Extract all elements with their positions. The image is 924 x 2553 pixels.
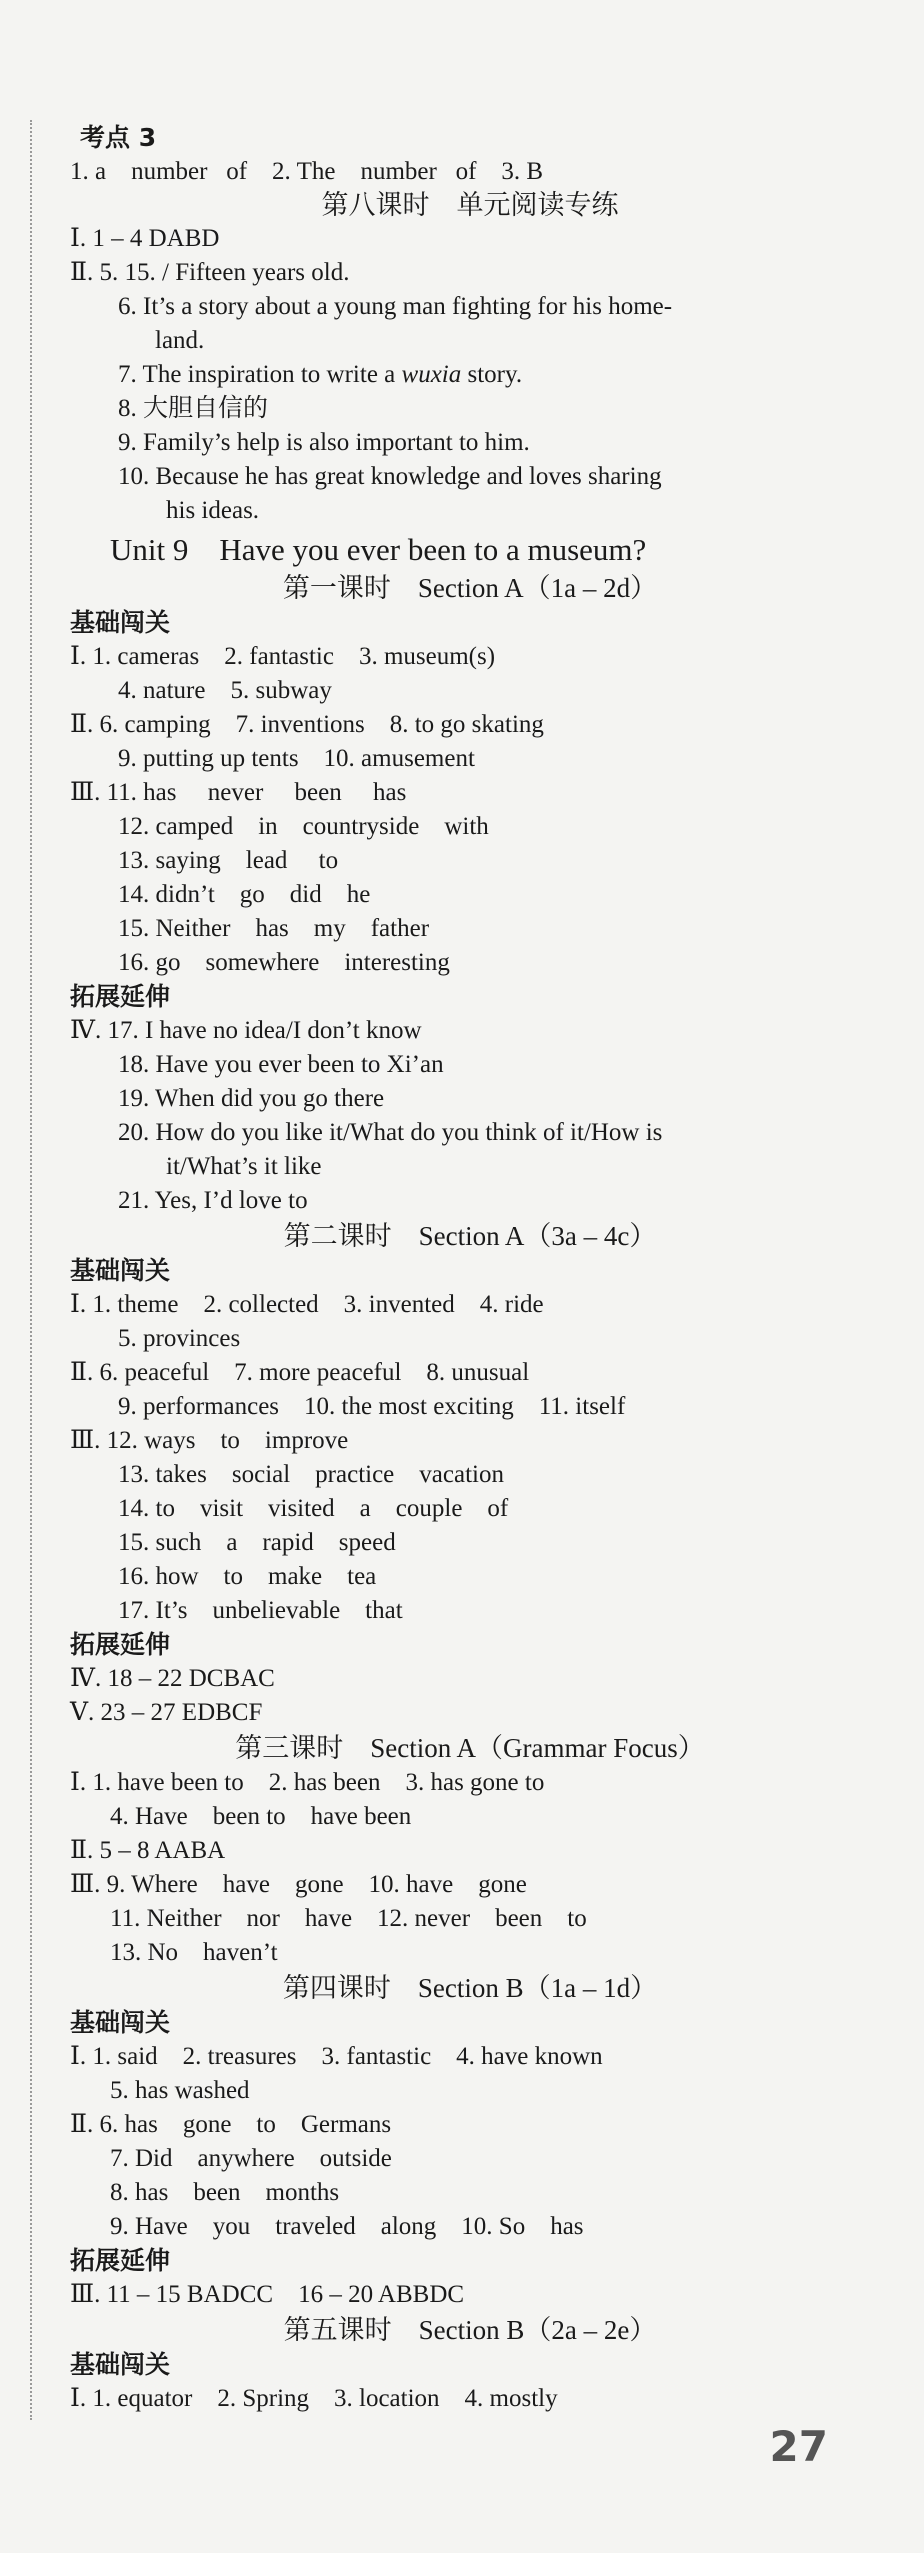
line-text: 4. Have been to have been [110,1803,412,1830]
line-text: 基础闯关 [70,2008,171,2037]
line-text: 7. Did anywhere outside [110,2145,392,2172]
line-text: 10. Because he has great knowledge and loves sharing [118,463,662,490]
line-text: 9. Have you traveled along 10. So has [110,2213,584,2240]
line-text: 第八课时 单元阅读专练 [321,190,619,220]
answer-line [70,224,219,254]
answer-line [70,1358,529,1388]
line-text: Ⅰ. 1. equator 2. Spring 3. location 4. mostly [70,2385,558,2412]
answer-line [118,1050,444,1080]
answer-line [118,428,530,458]
lesson-title [70,1221,870,1251]
answer-line [118,846,338,876]
answer-line [70,157,543,187]
answer-line [118,744,475,774]
section-heading [70,1630,170,1660]
line-text: 9. performances 10. the most exciting 11. itself [118,1393,626,1420]
answer-line [110,2178,339,2208]
lesson-title [70,190,870,220]
answer-line [118,462,662,492]
line-text: Ⅲ. 12. ways to improve [70,1427,349,1454]
unit-title [110,532,646,568]
line-text: Ⅲ. 9. Where have gone 10. have gone [70,1871,527,1898]
line-text: 9. putting up tents 10. amusement [118,745,475,772]
line-text: 5. has washed [110,2077,250,2104]
answer-line [118,1118,662,1148]
line-text: Unit 9 Have you ever been to a museum? [110,532,647,567]
answer-line [110,2212,584,2242]
lesson-title [70,1973,870,2003]
answer-line [118,1494,508,1524]
dotted-margin-rule [30,120,32,2420]
line-text: 20. How do you like it/What do you think of it/How is [118,1119,663,1146]
line-text: land. [155,327,205,354]
line-text: Ⅱ. 5. 15. / Fifteen years old. [70,259,350,286]
answer-line [70,1664,275,1694]
line-text: 16. go somewhere interesting [118,949,450,976]
answer-line [70,1836,225,1866]
line-text: 第五课时 Section B（2a – 2e） [283,2315,657,2345]
answer-line [118,1596,403,1626]
lesson-title [70,2315,870,2345]
line-text: Ⅱ. 6. camping 7. inventions 8. to go skating [70,711,544,738]
lesson-title [70,573,870,603]
line-text: 21. Yes, I’d love to [118,1187,308,1214]
line-text: 基础闯关 [70,2350,171,2379]
line-text: 15. such a rapid speed [118,1529,396,1556]
line-text-after: story. [461,361,523,388]
line-text: Ⅱ. 5 – 8 AABA [70,1837,226,1864]
answer-line [118,1562,376,1592]
answer-line [166,496,259,526]
section-heading [70,2350,170,2380]
line-text: Ⅰ. 1. theme 2. collected 3. invented 4. ride [70,1291,544,1318]
line-text: 12. camped in countryside with [118,813,489,840]
line-text: it/What’s it like [166,1153,322,1180]
line-text: 拓展延伸 [70,982,171,1011]
line-text: Ⅲ. 11 – 15 BADCC 16 – 20 ABBDC [70,2281,465,2308]
line-text: Ⅰ. 1. have been to 2. has been 3. has gone to [70,1769,545,1796]
line-text: 基础闯关 [70,608,171,637]
answer-line [70,642,495,672]
line-text: 1. a number of 2. The number of 3. B [70,158,544,185]
answer-line [118,1392,625,1422]
answer-line [110,1904,587,1934]
answer-line [70,258,349,288]
answer-line [70,1768,544,1798]
line-text: 13. No haven’t [110,1939,278,1966]
line-text: Ⅴ. 23 – 27 EDBCF [70,1699,263,1726]
section-heading [70,608,170,638]
lesson-title [70,1733,870,1763]
line-text: 11. Neither nor have 12. never been to [110,1905,587,1932]
line-text: Ⅱ. 6. peaceful 7. more peaceful 8. unusual [70,1359,530,1386]
italic-term: wuxia [401,361,462,388]
line-text: 19. When did you go there [118,1085,385,1112]
line-text: Ⅳ. 18 – 22 DCBAC [70,1665,275,1692]
line-text: Ⅱ. 6. has gone to Germans [70,2111,392,2138]
line-text: Ⅳ. 17. I have no idea/I don’t know [70,1017,422,1044]
answer-line [118,1528,396,1558]
answer-line [118,1084,384,1114]
answer-line [118,1324,240,1354]
answer-line [70,1698,262,1728]
page-number: 27 [769,2422,828,2471]
line-text: 13. takes social practice vacation [118,1461,504,1488]
line-text: 第四课时 Section B（1a – 1d） [282,1973,658,2003]
line-text: 第三课时 Section A（Grammar Focus） [235,1733,705,1763]
answer-line [70,1016,422,1046]
section-heading [70,2246,170,2276]
line-text: Ⅲ. 11. has never been has [70,779,407,806]
answer-line [70,2280,464,2310]
answer-line [70,1870,527,1900]
line-text: 16. how to make tea [118,1563,377,1590]
answer-line [110,2076,250,2106]
answer-line [155,326,204,356]
line-text: 14. to visit visited a couple of [118,1495,509,1522]
line-text: 8. 大胆自信的 [118,395,269,422]
answer-line [110,1938,278,1968]
line-text: 17. It’s unbelievable that [118,1597,403,1624]
section-heading [70,982,170,1012]
line-text: 拓展延伸 [70,2246,171,2275]
answer-line [118,1460,504,1490]
line-text: 14. didn’t go did he [118,881,371,908]
answer-line [70,2110,391,2140]
answer-line [118,948,450,978]
answer-line [118,292,672,322]
line-text: 13. saying lead to [118,847,339,874]
line-text: Ⅰ. 1. cameras 2. fantastic 3. museum(s) [70,643,496,670]
line-text: Ⅰ. 1 – 4 DABD [70,225,220,252]
line-text: 8. has been months [110,2179,340,2206]
line-text: 第二课时 Section A（3a – 4c） [283,1221,657,1251]
answer-line [70,778,406,808]
answer-line [118,1186,308,1216]
line-text: 基础闯关 [70,1256,171,1285]
answer-line [70,710,544,740]
line-text: his ideas. [166,497,260,524]
answer-line [118,880,370,910]
answer-line [70,2042,603,2072]
line-text: 第一课时 Section A（1a – 2d） [282,573,658,603]
line-text: 6. It’s a story about a young man fighting for his home- [118,293,673,320]
line-text: 考点 3 [80,123,157,152]
answer-line [110,2144,392,2174]
answer-line [118,394,268,424]
section-heading [80,123,156,153]
section-heading [70,2008,170,2038]
line-text: 7. The inspiration to write a [118,361,402,388]
answer-line [70,1290,544,1320]
line-text: Ⅰ. 1. said 2. treasures 3. fantastic 4. have known [70,2043,603,2070]
line-text: 拓展延伸 [70,1630,171,1659]
line-text: 4. nature 5. subway [118,677,332,704]
line-text: 15. Neither has my father [118,915,430,942]
answer-line [118,676,332,706]
answer-line [118,360,522,390]
answer-line [70,2384,558,2414]
answer-line [118,812,489,842]
answer-line [110,1802,411,1832]
answer-line [118,914,429,944]
answer-line [166,1152,322,1182]
answer-line [70,1426,348,1456]
section-heading [70,1256,170,1286]
line-text: 5. provinces [118,1325,241,1352]
line-text: 18. Have you ever been to Xi’an [118,1051,444,1078]
line-text: 9. Family’s help is also important to him. [118,429,530,456]
